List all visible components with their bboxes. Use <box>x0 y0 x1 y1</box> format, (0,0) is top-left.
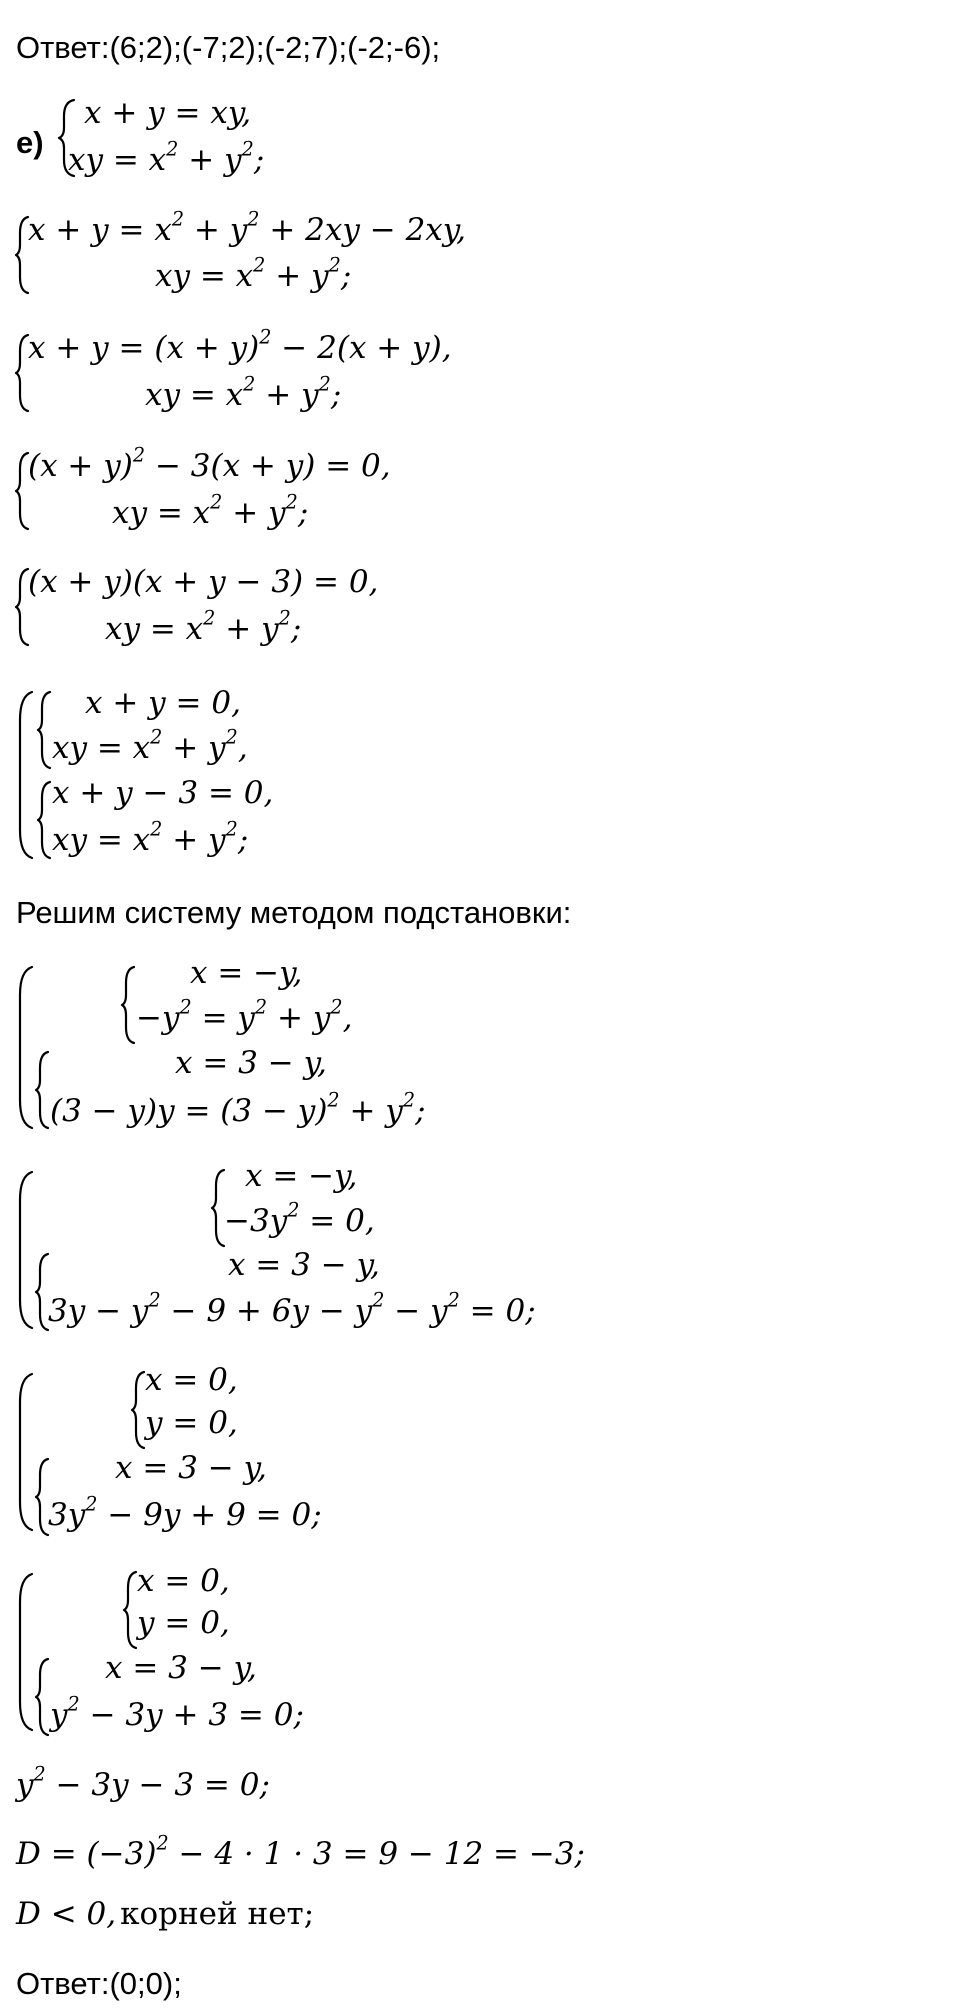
step6-eq4: $(3 - y)y = (3 - y)^2 + y^2$; <box>50 1088 426 1129</box>
part-label: е) <box>16 125 44 160</box>
quadratic-equation: $y^2 - 3y - 3 = 0$; <box>16 1762 270 1803</box>
step6-eq1: x = −y, <box>190 955 303 991</box>
step5-eq2: xy = $x^2 + y^2$, <box>52 725 248 766</box>
answer-line-2: Ответ:(0;0); <box>16 1966 182 2001</box>
step4-eq1: (x + y)(x + y − 3) = 0, <box>28 564 379 600</box>
step6-eq2: $-y^2 = y^2 + y^2$, <box>136 995 353 1036</box>
step5-brace-1 <box>38 690 52 770</box>
step5-eq4: xy = $x^2 + y^2$; <box>52 817 249 858</box>
step3-eq1: $(x + y)^2 - 3(x + y) = 0$, <box>28 443 391 484</box>
step8-eq3: x = 3 − y, <box>115 1450 267 1486</box>
step9-eq1: x = 0, <box>137 1563 230 1599</box>
step6-eq3: x = 3 − y, <box>175 1045 327 1081</box>
step6-outer-bracket <box>16 965 34 1130</box>
step7-eq4: $3y - y^2 - 9 + 6y - y^2 - y^2 = 0$; <box>48 1288 536 1329</box>
step2-eq2: xy = $x^2 + y^2$; <box>145 372 342 413</box>
step9-eq2: y = 0, <box>137 1605 230 1641</box>
step6-brace-2 <box>36 1050 50 1130</box>
step8-brace-1 <box>132 1370 146 1450</box>
step5-outer-bracket <box>16 690 34 860</box>
system-eq2: xy = $x^2 + y^2$; <box>68 137 265 178</box>
step7-eq3: x = 3 − y, <box>228 1247 380 1283</box>
step9-brace-1 <box>124 1570 138 1650</box>
step1-eq2: xy = $x^2 + y^2$; <box>155 253 352 294</box>
step8-eq4: $3y^2 - 9y + 9 = 0$; <box>48 1492 322 1533</box>
step5-eq1: x + y = 0, <box>85 685 241 721</box>
step9-brace-2 <box>36 1657 50 1737</box>
step4-eq2: xy = $x^2 + y^2$; <box>105 606 302 647</box>
step6-brace-1 <box>122 965 136 1045</box>
no-roots-line: D < 0, корней нет; <box>16 1896 315 1932</box>
system-eq1: x + y = xy, <box>84 95 252 131</box>
step7-eq2: $-3y^2 = 0$, <box>224 1198 375 1239</box>
discriminant-line: $D = (-3)^2 - 4 \cdot 1 \cdot 3 = 9 - 12 = -3$; <box>16 1831 585 1872</box>
answer-line-1: Ответ:(6;2);(-7;2);(-2;7);(-2;-6); <box>16 30 441 65</box>
step1-eq1: $x + y = x^2 + y^2 + 2xy - 2xy$, <box>28 207 467 248</box>
method-text: Решим систему методом подстановки: <box>16 895 572 930</box>
step9-outer-bracket <box>16 1572 34 1732</box>
step5-brace-2 <box>38 780 52 860</box>
step5-eq3: x + y − 3 = 0, <box>52 775 274 811</box>
step8-eq2: y = 0, <box>145 1405 238 1441</box>
step2-eq1: $x + y = (x + y)^2 - 2(x + y)$, <box>28 325 452 366</box>
step3-eq2: xy = $x^2 + y^2$; <box>112 490 309 531</box>
step7-eq1: x = −y, <box>245 1158 358 1194</box>
step7-outer-bracket <box>16 1170 34 1330</box>
step9-eq4: $y^2 - 3y + 3 = 0$; <box>50 1692 304 1733</box>
step9-eq3: x = 3 − y, <box>105 1650 257 1686</box>
step8-outer-bracket <box>16 1372 34 1532</box>
step8-eq1: x = 0, <box>145 1362 238 1398</box>
